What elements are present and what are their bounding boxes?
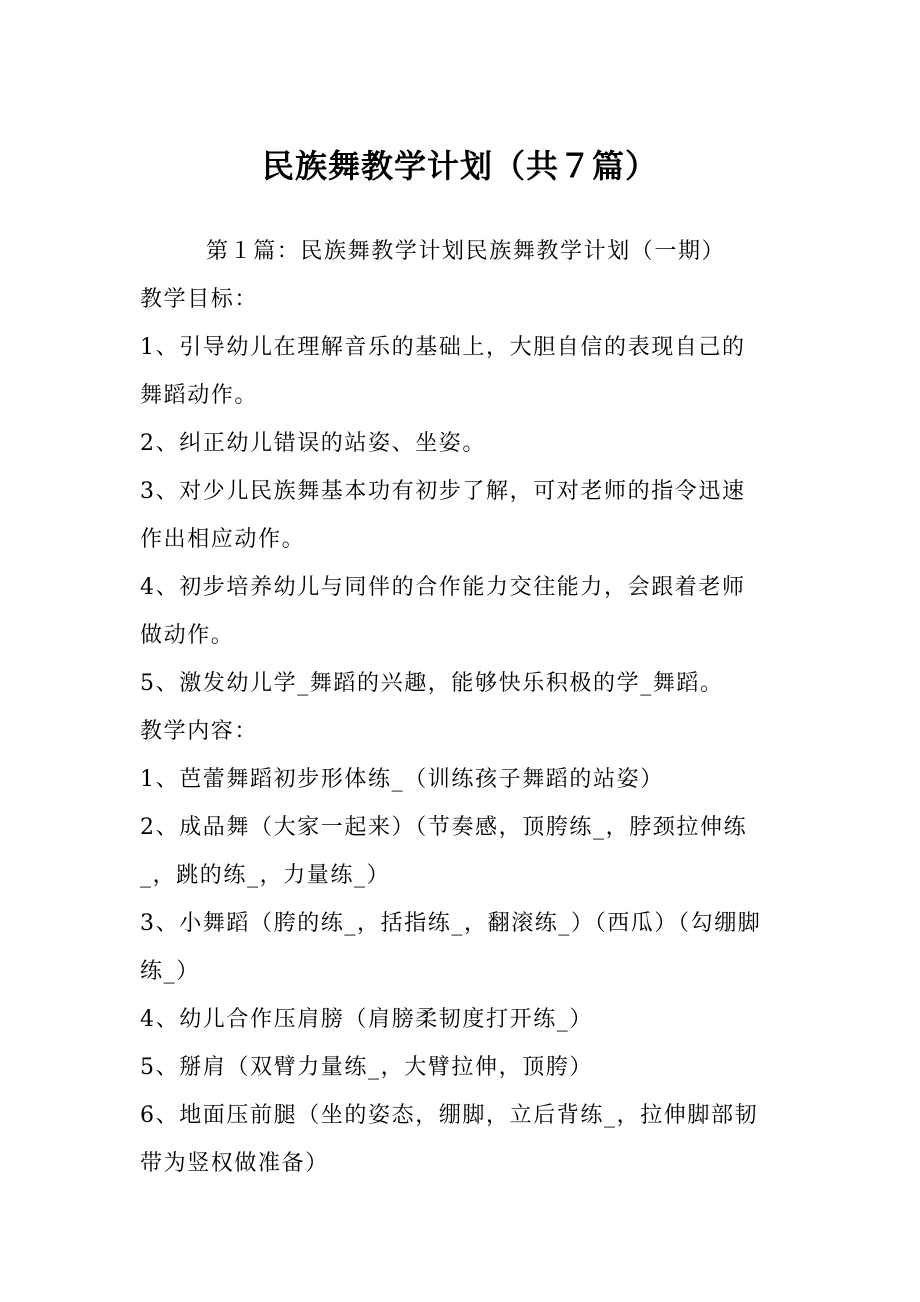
- paragraph-line: 6、地面压前腿（坐的姿态，绷脚，立后背练_，拉伸脚部韧: [140, 1103, 759, 1128]
- paragraph-line: 4、初步培养幼儿与同伴的合作能力交往能力，会跟着老师: [140, 575, 746, 600]
- paragraph-line: 带为竖权做准备）: [140, 1151, 329, 1176]
- document-title: 民族舞教学计划（共７篇）: [261, 147, 658, 185]
- paragraph-line: 做动作。: [140, 623, 235, 648]
- paragraph-line: 4、幼儿合作压肩膀（肩膀柔韧度打开练_）: [140, 1007, 593, 1032]
- paragraph-line: 2、成品舞（大家一起来）（节奏感，顶胯练_，脖颈拉伸练: [140, 815, 748, 840]
- document-body: [140, 228, 785, 1188]
- paragraph-line: 练_）: [140, 959, 200, 984]
- paragraph-line: 作出相应动作。: [140, 527, 306, 552]
- paragraph-line: 2、纠正幼儿错误的站姿、坐姿。: [140, 431, 486, 456]
- paragraph-line: 1、引导幼儿在理解音乐的基础上，大胆自信的表现自己的: [140, 335, 746, 360]
- paragraph-line: 舞蹈动作。: [140, 383, 259, 408]
- paragraph-line: 5、激发幼儿学_舞蹈的兴趣，能够快乐积极的学_舞蹈。: [140, 671, 724, 696]
- paragraph-line: 3、对少儿民族舞基本功有初步了解，可对老师的指令迅速: [140, 479, 746, 504]
- section-heading: 第１篇：民族舞教学计划民族舞教学计划（一期）: [206, 239, 726, 264]
- paragraph-line: _，跳的练_，力量练_）: [140, 863, 391, 888]
- paragraph-line: 5、掰肩（双臂力量练_，大臂拉伸，顶胯）: [140, 1055, 593, 1080]
- subheading-teaching-goals: 教学目标：: [140, 287, 259, 312]
- paragraph-line: 3、小舞蹈（胯的练_，括指练_，翻滚练_）（西瓜）（勾绷脚: [140, 911, 762, 936]
- subheading-teaching-content: 教学内容：: [140, 719, 259, 744]
- paragraph-line: 1、芭蕾舞蹈初步形体练_（训练孩子舞蹈的站姿）: [140, 767, 664, 792]
